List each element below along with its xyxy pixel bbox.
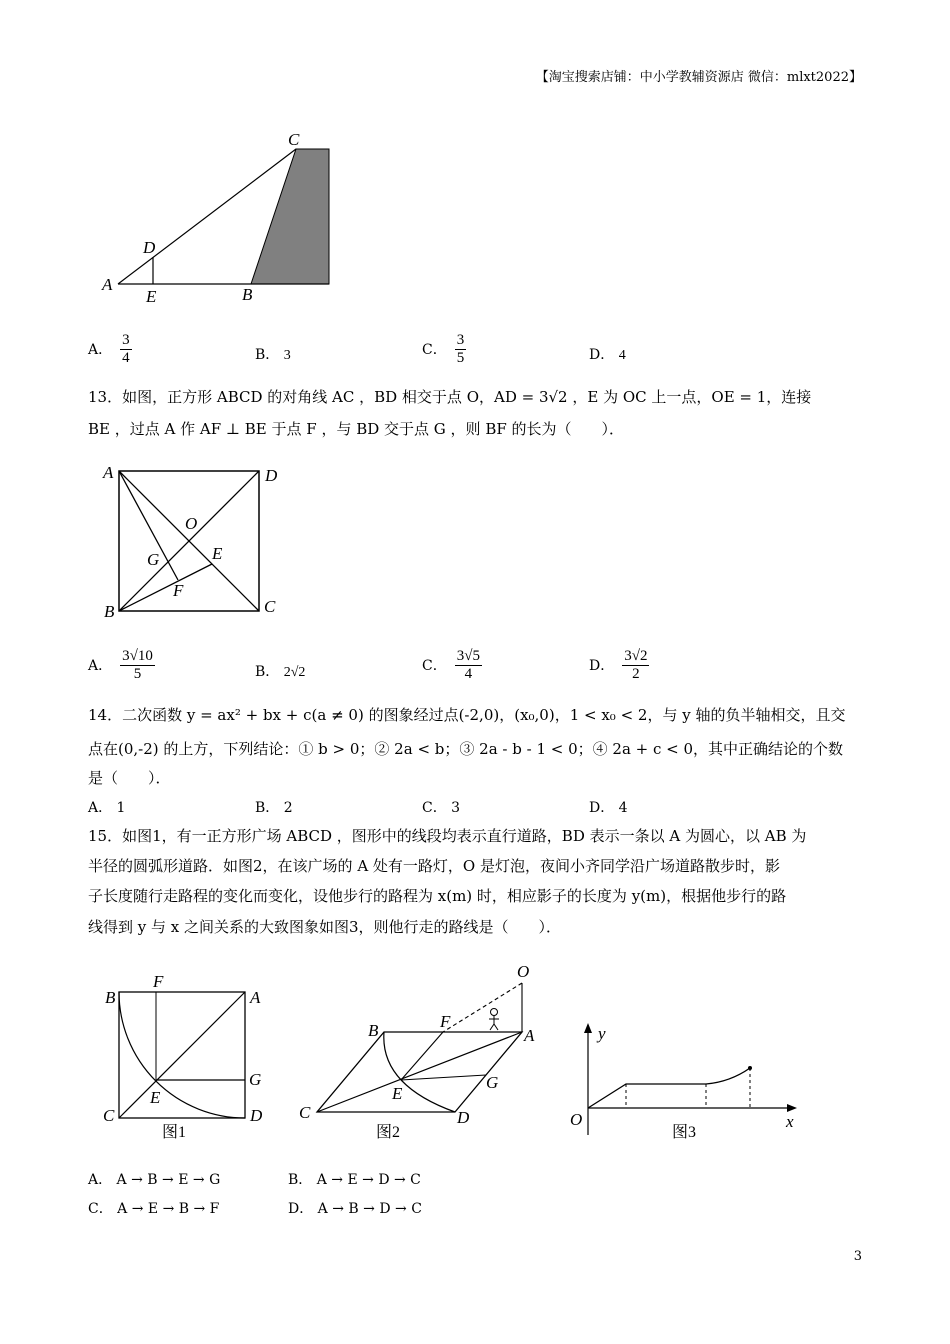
label-o: O xyxy=(185,514,198,533)
label-e: E xyxy=(212,544,223,563)
page-number: 3 xyxy=(853,1249,862,1264)
q12-option-d[interactable]: D． 4 xyxy=(589,347,626,363)
label-d: D xyxy=(457,1108,470,1127)
label-c: C xyxy=(288,130,300,149)
label-a: A xyxy=(102,275,113,294)
label-c: C xyxy=(103,1106,115,1125)
label-a: A xyxy=(524,1026,535,1045)
q15-option-b[interactable]: B． A → E → D → C xyxy=(288,1172,421,1188)
q13-option-d[interactable]: D． $\frac{3√2}{2}$ xyxy=(589,648,648,683)
q13-option-a[interactable]: A． $\frac{3√10}{5}$ xyxy=(88,648,153,683)
q15-stem-line4: 线得到 y 与 x 之间关系的大致图象如图3，则他行走的路线是（ ）． xyxy=(88,918,562,936)
label-g: G xyxy=(147,550,160,569)
figure-2-caption: 图2 xyxy=(376,1124,401,1141)
label-a: A xyxy=(250,988,261,1007)
q14-stem-line3: 是（ ）． xyxy=(88,769,171,787)
q15-option-d[interactable]: D． A → B → D → C xyxy=(288,1201,422,1217)
q15-stem-line1: 15．如图1，有一正方形广场 ABCD ，图形中的线段均表示直行道路，BD 表示一条以 A 为圆心，以 AB 为 xyxy=(88,827,807,845)
label-b: B xyxy=(242,285,253,304)
q14-option-d[interactable]: D． 4 xyxy=(589,800,628,816)
label-g: G xyxy=(486,1073,499,1092)
figure-3-caption: 图3 xyxy=(672,1124,697,1141)
label-g: G xyxy=(249,1070,262,1089)
label-c: C xyxy=(264,597,276,616)
label-b: B xyxy=(104,602,115,621)
label-e: E xyxy=(146,287,157,306)
q15-option-a[interactable]: A． A → B → E → G xyxy=(88,1172,221,1188)
q13-option-b[interactable]: B． 2√2 xyxy=(255,664,306,680)
label-d: D xyxy=(265,466,278,485)
q13-stem-line1: 13．如图，正方形 ABCD 的对角线 AC ，BD 相交于点 O，AD = 3√2 ，E 为 OC 上一点，OE = 1，连接 xyxy=(88,388,812,406)
label-f: F xyxy=(153,972,164,991)
q15-stem-line3: 子长度随行走路程的变化而变化，设他步行的路程为 x(m) 时，相应影子的长度为 y(m)，根据他步行的路 xyxy=(88,887,787,905)
q14-stem-line1: 14．二次函数 y = ax² + bx + c(a ≠ 0) 的图象经过点(-2,0)，(x₀,0)，1 < x₀ < 2，与 y 轴的负半轴相交，且交 xyxy=(88,706,846,724)
q14-option-a[interactable]: A． 1 xyxy=(88,800,126,816)
label-a: A xyxy=(103,463,114,482)
q13-stem-line2: BE ，过点 A 作 AF ⊥ BE 于点 F ，与 BD 交于点 G ，则 BF 的长为（ ）． xyxy=(88,420,625,438)
label-b: B xyxy=(105,988,116,1007)
label-f: F xyxy=(440,1012,451,1031)
label-e: E xyxy=(150,1088,161,1107)
q12-option-a[interactable]: A． $\frac{3}{4}$ xyxy=(88,332,130,367)
q12-option-c[interactable]: C． $\frac{3}{5}$ xyxy=(422,332,465,367)
axis-label-y: y xyxy=(598,1024,606,1043)
label-b: B xyxy=(368,1021,379,1040)
page-header: 【淘宝搜索店铺：中小学教辅资源店 微信：mlxt2022】 xyxy=(535,70,862,85)
label-e: E xyxy=(392,1084,403,1103)
figure-1-caption: 图1 xyxy=(162,1124,187,1141)
q15-option-c[interactable]: C． A → E → B → F xyxy=(88,1201,220,1217)
q15-stem-line2: 半径的圆弧形道路．如图2，在该广场的 A 处有一路灯，O 是灯泡，夜间小齐同学沿广场道路散步时，影 xyxy=(88,857,780,875)
q14-stem-line2: 点在(0,-2) 的上方，下列结论：① b > 0；② 2a < b；③ 2a - b - 1 < 0；④ 2a + c < 0，其中正确结论的个数 xyxy=(88,740,844,758)
q14-option-b[interactable]: B． 2 xyxy=(255,800,293,816)
q12-option-b[interactable]: B． 3 xyxy=(255,347,291,363)
label-d: D xyxy=(250,1106,263,1125)
label-d: D xyxy=(143,238,156,257)
label-c: C xyxy=(299,1103,311,1122)
origin-label: O xyxy=(570,1110,583,1129)
label-f: F xyxy=(173,581,184,600)
q13-option-c[interactable]: C． $\frac{3√5}{4}$ xyxy=(422,648,480,683)
axis-label-x: x xyxy=(786,1112,794,1131)
q14-option-c[interactable]: C． 3 xyxy=(422,800,461,816)
label-o: O xyxy=(517,962,530,981)
